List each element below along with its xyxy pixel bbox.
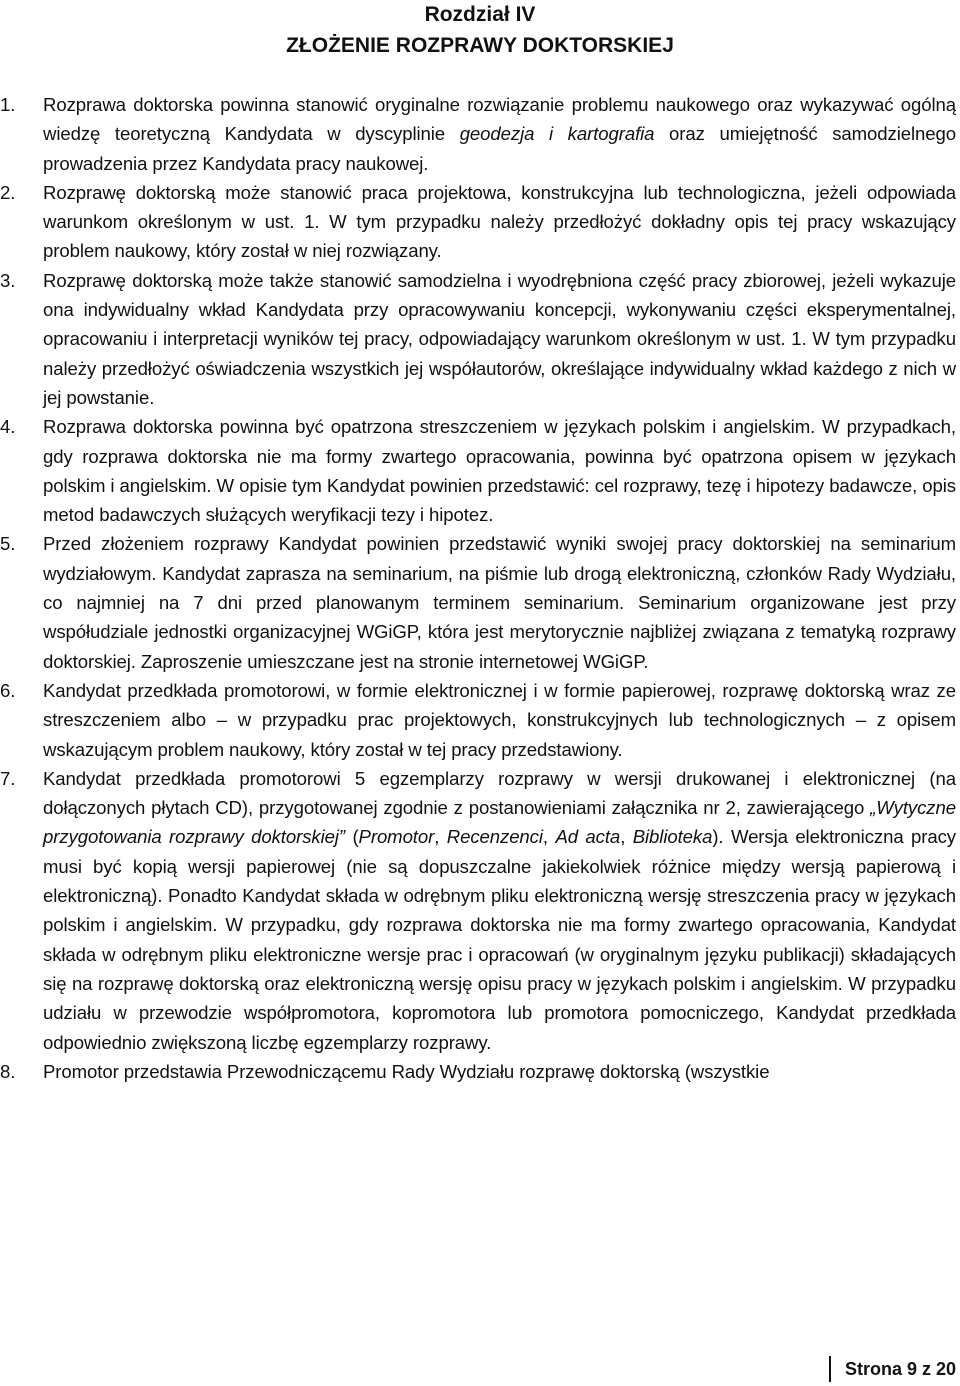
list-item-2: [0, 178, 960, 266]
list-item-5: [0, 529, 960, 675]
list-item-6: [0, 676, 960, 764]
item-text: Kandydat przedkłada promotorowi, w formie elektronicznej i w formie papierowej, rozprawę doktorską wraz ze streszczeniem albo – w przypadku prac projektowych, konstrukcyjnych lub technologicznych – z opisem wskazującym problem naukowy, który został w tej pracy przedstawiony.: [43, 679, 956, 760]
item-text: ). Wersja elektroniczna pracy musi być kopią wersji papierowej (nie są dopuszczalne jakiekolwiek różnice między wersją papierową i elektroniczną). Ponadto Kandydat składa w odrębnym pliku elektroniczną wersję streszczenia pracy w językach polskim i angielskim. W przypadku, gdy rozprawa doktorska nie ma formy zwartego opracowania, Kandydat składa w odrębnym pliku elektroniczne wersje prac i opracowań (w oryginalnym języku publikacji) składających się na rozprawę doktorską oraz elektroniczną wersję opisu pracy w językach polskim i angielskim. W przypadku udziału w przewodzie współpromotora, kopromotora lub promotora pomocniczego, Kandydat przedkłada odpowiednio zwiększoną liczbę egzemplarzy rozprawy.: [43, 826, 956, 1053]
list-item-7: [0, 764, 960, 1057]
item-text: Rozprawa doktorska powinna stanowić oryginalne rozwiązanie problemu naukowego oraz wykazywać ogólną wiedzę teoretyczną Kandydata w dyscyplinie: [43, 94, 956, 145]
item-text: ,: [542, 826, 556, 848]
list-item-1: [0, 90, 960, 178]
item-number: 5.: [0, 533, 16, 555]
item-number: 4.: [0, 416, 16, 438]
chapter-title: ZŁOŻENIE ROZPRAWY DOKTORSKIEJ: [286, 34, 674, 57]
item-text: Rozprawę doktorską może także stanowić samodzielna i wyodrębniona część pracy zbiorowej, jeżeli wykazuje ona indywidualny wkład Kandydata przy opracowywaniu koncepcji, wykonywaniu części eksperymentalnej, opracowaniu i interpretacji wyników tej pracy, odpowiadający warunkom określonym w ust. 1. W tym przypadku należy przedłożyć oświadczenia wszystkich jej współautorów, określające indywidualny wkład każdego z nich w jej powstanie.: [43, 269, 956, 408]
item-number: 3.: [0, 269, 16, 291]
item-text-italic: Promotor: [358, 826, 435, 848]
item-text: ,: [434, 826, 447, 848]
chapter-heading: Rozdział IV: [424, 3, 536, 26]
item-text: Promotor przedstawia Przewodniczącemu Rady Wydziału rozprawę doktorską (wszystkie: [43, 1060, 770, 1082]
item-text: Rozprawę doktorską może stanowić praca projektowa, konstrukcyjna lub technologiczna, jeżeli odpowiada warunkom określonym w ust. 1. W tym przypadku należy przedłożyć dokładny opis tej pracy wskazujący problem naukowy, który został w niej rozwiązany.: [43, 181, 956, 262]
item-number: 2.: [0, 181, 16, 203]
list-item-4: [0, 412, 960, 529]
list-item-3: [0, 266, 960, 412]
item-number: 8.: [0, 1060, 16, 1082]
item-text: oraz umiejętność samodzielnego prowadzenia przez Kandydata pracy naukowej.: [43, 123, 956, 174]
list-item-8: [0, 1057, 960, 1086]
item-text: Rozprawa doktorska powinna być opatrzona streszczeniem w językach polskim i angielskim. W przypadkach, gdy rozprawa doktorska nie ma formy zwartego opracowania, powinna być opatrzona opisem w językach polskim i angielskim. W opisie tym Kandydat powinien przedstawić: cel rozprawy, tezę i hipotezy badawcze, opis metod badawczych służących weryfikacji tezy i hipotez.: [43, 416, 956, 526]
item-number: 1.: [0, 94, 16, 115]
item-text: (: [345, 826, 359, 848]
page-number-footer: Strona 9 z 20: [829, 1356, 956, 1382]
item-text-italic: Biblioteka: [632, 826, 713, 848]
item-text-italic: „Wytyczne przygotowania rozprawy doktorskiej”: [43, 797, 956, 848]
item-number: 6.: [0, 679, 16, 701]
item-text: Kandydat przedkłada promotorowi 5 egzemplarzy rozprawy w wersji drukowanej i elektronicznej (na dołączonych płytach CD), przygotowanej zgodnie z postanowieniami załącznika nr 2, zawierającego: [43, 767, 956, 819]
paragraph-list: [0, 90, 960, 1086]
item-text: Przed złożeniem rozprawy Kandydat powinien przedstawić wyniki swojej pracy doktorskiej na seminarium wydziałowym. Kandydat zaprasza na seminarium, na piśmie lub drogą elektroniczną, członków Rady Wydziału, co najmniej na 7 dni przed planowanym terminem seminarium. Seminarium organizowane jest przy współudziale jednostki organizacyjnej WGiGP, która jest merytorycznie najbliżej związana z tematyką rozprawy doktorskiej. Zaproszenie umieszczane jest na stronie internetowej WGiGP.: [43, 533, 956, 672]
item-text-italic: Recenzenci: [446, 826, 543, 848]
item-number: 7.: [0, 767, 16, 789]
item-text-italic: Ad acta: [555, 826, 621, 848]
item-text-italic: geodezja i kartografia: [459, 123, 655, 145]
item-text: ,: [620, 826, 633, 848]
